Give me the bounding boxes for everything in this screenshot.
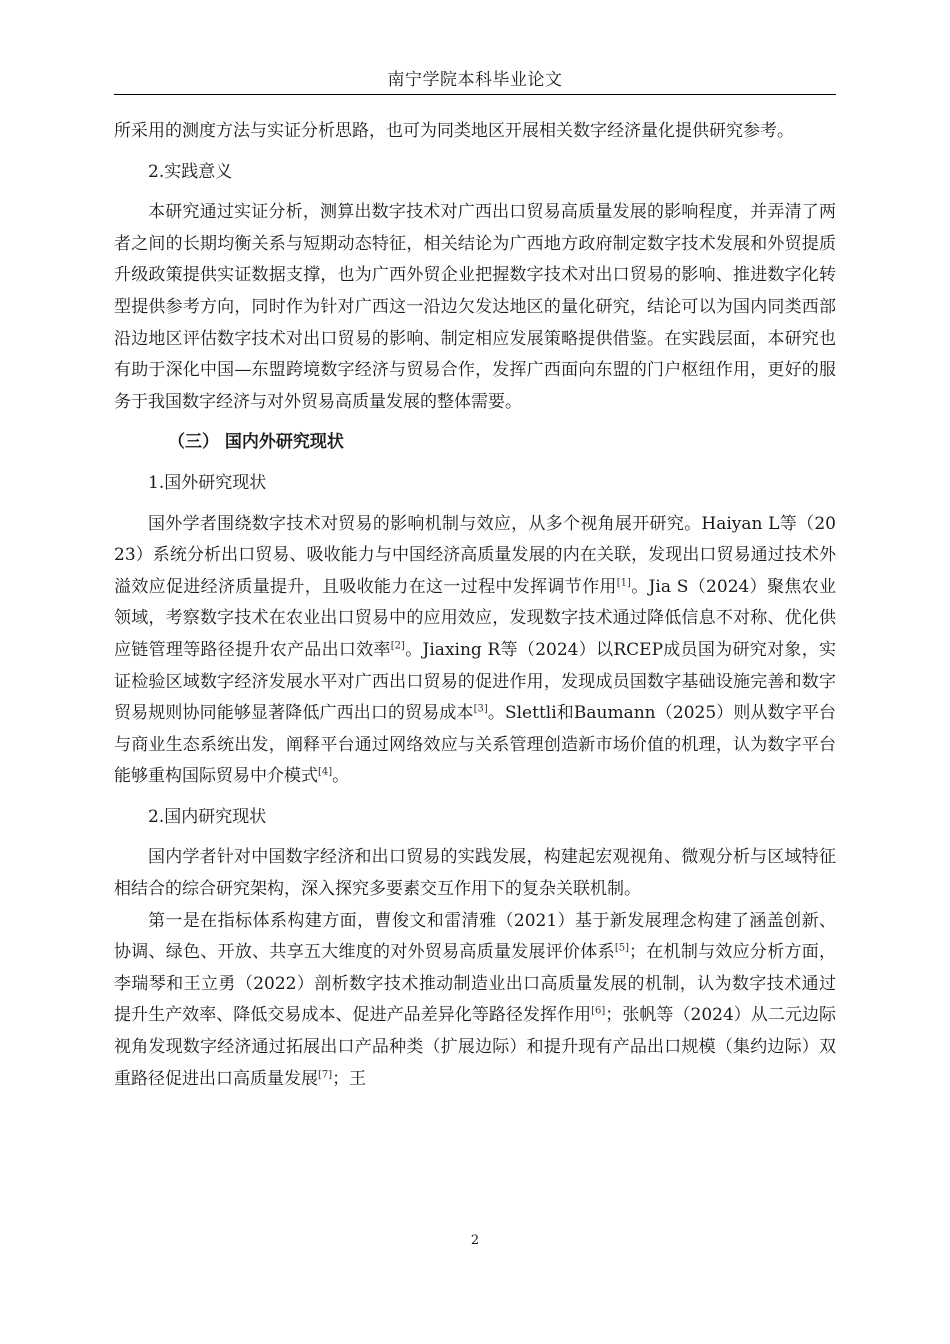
text-run: 。 [332, 766, 350, 787]
page-body [114, 116, 836, 1095]
page-number: 2 [470, 1233, 480, 1248]
header-rule [114, 94, 836, 95]
subheading-foreign-research: 1.国外研究现状 [148, 472, 267, 493]
section-heading-research-status: （三） 国内外研究现状 [168, 432, 344, 453]
subheading-domestic-research: 2.国内研究现状 [148, 806, 267, 827]
text-run: 国外学者围绕数字技术对贸易的影响机制与效应，从多个视角展开研究。Haiyan L等（2023）系统分析出口贸易、吸收能力与中国经济高质量发展的内在关联，发现出口贸易通过技术外溢效应促进经济质量提升，且吸收能力在这一过程中发挥调节作用 [114, 513, 836, 597]
text-run: ；王 [332, 1068, 367, 1089]
text-run: ；张帆等（2024）从二元边际视角发现数字经济通过拓展出口产品种类（扩展边际）和提升现有产品出口规模（集约边际）双重路径促进出口高质量发展 [114, 1005, 837, 1089]
subheading-practical-significance: 2.实践意义 [148, 161, 233, 182]
citation-ref-2: [2] [390, 640, 405, 652]
text-run: 。Jiaxing R等（2024）以RCEP成员国为研究对象，实证检验区域数字经济发展水平对广西出口贸易的促进作用，发现成员国数字基础设施完善和数字贸易规则协同能够显著降低广西出口的贸易成本 [114, 639, 836, 724]
text-run: ；在机制与效应分析方面，李瑞琴和王立勇（2022）剖析数字技术推动制造业出口高质量发展的机制，认为数字技术通过提升生产效率、降低交易成本、促进产品差异化等路径发挥作用 [114, 942, 837, 1026]
citation-ref-7: [7] [318, 1068, 333, 1080]
text-run: 。Jia S（2024）聚焦农业领域，考察数字技术在农业出口贸易中的应用效应，发现数字技术通过降低信息不对称、优化供应链管理等路径提升农产品出口效率 [114, 576, 837, 660]
text-run: 第一是在指标体系构建方面，曹俊文和雷清雅（2021）基于新发展理念构建了涵盖创新、协调、绿色、开放、共享五大维度的对外贸易高质量发展评价体系 [114, 910, 836, 963]
text-run: 。Slettli和Baumann（2025）则从数字平台与商业生态系统出发，阐释平台通过网络效应与关系管理创造新市场价值的机理，认为数字平台能够重构国际贸易中介模式 [114, 703, 836, 787]
citation-ref-3: [3] [473, 703, 488, 715]
paragraph-domestic-first [114, 906, 836, 1096]
citation-ref-4: [4] [318, 766, 333, 778]
citation-ref-5: [5] [614, 942, 630, 954]
paragraph-foreign-research [114, 509, 836, 793]
citation-ref-1: [1] [616, 577, 631, 589]
paragraph-domestic-intro: 国内学者针对中国数字经济和出口贸易的实践发展，构建起宏观视角、微观分析与区域特征相结合的综合研究架构，深入探究多要素交互作用下的复杂关联机制。 [114, 847, 836, 900]
citation-ref-6: [6] [591, 1005, 606, 1017]
running-header: 南宁学院本科毕业论文 [387, 70, 563, 90]
paragraph-practical-significance: 本研究通过实证分析，测算出数字技术对广西出口贸易高质量发展的影响程度，并弄清了两者之间的长期均衡关系与短期动态特征，相关结论为广西地方政府制定数字技术发展和外贸提质升级政策提供实证数据支撑，也为广西外贸企业把握数字技术对出口贸易的影响、推进数字化转型提供参考方向，同时作为针对广西这一沿边欠发达地区的量化研究，结论可以为国内同类西部沿边地区评估数字技术对出口贸易的影响、制定相应发展策略提供借鉴。在实践层面，本研究也有助于深化中国—东盟跨境数字经济与贸易合作，发挥广西面向东盟的门户枢纽作用，更好的服务于我国数字经济与对外贸易高质量发展的整体需要。 [114, 202, 836, 412]
paragraph-continued: 所采用的测度方法与实证分析思路，也可为同类地区开展相关数字经济量化提供研究参考。 [114, 121, 794, 141]
